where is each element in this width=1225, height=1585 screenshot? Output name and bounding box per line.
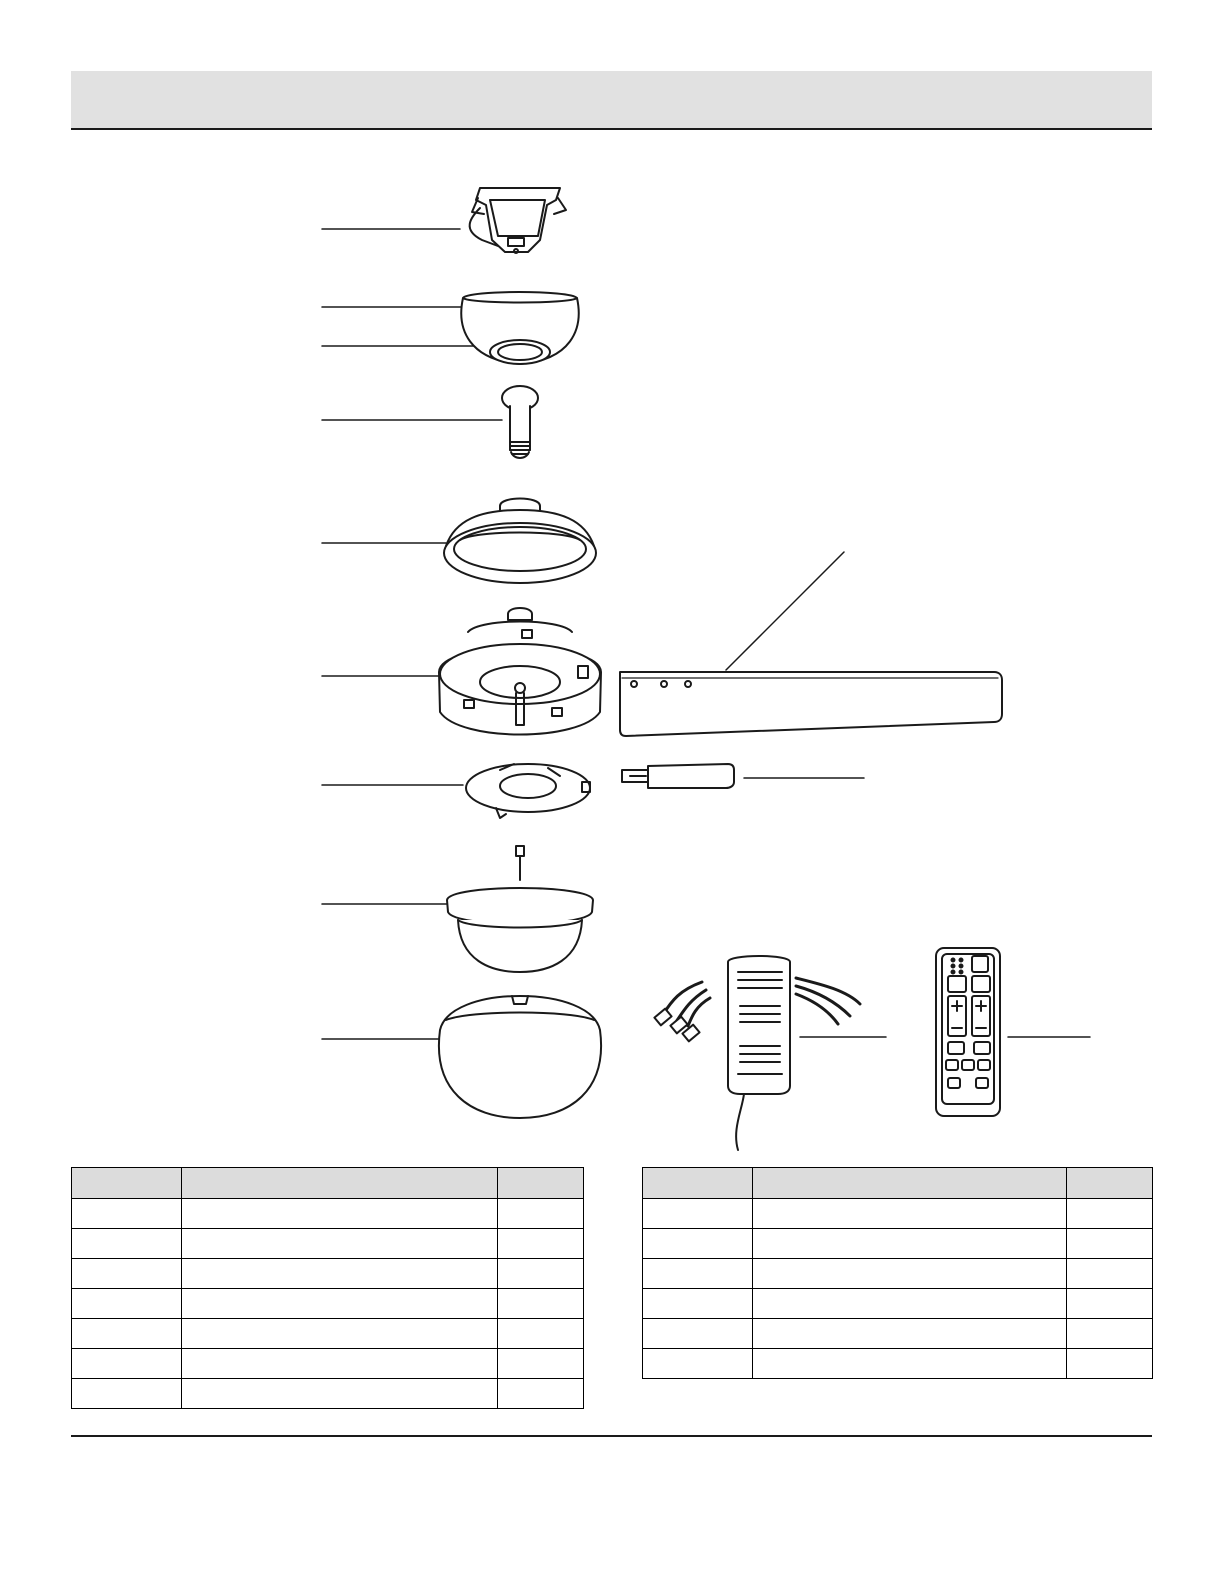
table-cell [72, 1229, 182, 1259]
table-cell [1067, 1349, 1153, 1379]
table-row [72, 1259, 584, 1289]
light-kit-icon [447, 846, 593, 972]
table-cell [753, 1259, 1067, 1289]
table-header-cell [643, 1168, 753, 1199]
table-row [72, 1229, 584, 1259]
table-row [643, 1349, 1153, 1379]
table-cell [643, 1319, 753, 1349]
table-cell [498, 1379, 584, 1409]
table-cell [72, 1259, 182, 1289]
table-cell [182, 1259, 498, 1289]
table-row [643, 1319, 1153, 1349]
table-row [643, 1289, 1153, 1319]
table-cell [643, 1229, 753, 1259]
glass-shade-icon [439, 996, 601, 1118]
table-cell [1067, 1229, 1153, 1259]
table-header-row [643, 1168, 1153, 1199]
table-cell [498, 1229, 584, 1259]
table-cell [643, 1259, 753, 1289]
downrod-icon [502, 386, 538, 458]
table-cell [753, 1229, 1067, 1259]
table-cell [498, 1319, 584, 1349]
table-cell [72, 1289, 182, 1319]
table-cell [182, 1349, 498, 1379]
canopy-icon [461, 292, 578, 364]
table-row [72, 1349, 584, 1379]
table-cell [182, 1199, 498, 1229]
table-cell [1067, 1199, 1153, 1229]
table-cell [72, 1349, 182, 1379]
table-cell [753, 1319, 1067, 1349]
table-cell [182, 1379, 498, 1409]
table-header-cell [182, 1168, 498, 1199]
fan-blade-icon [620, 552, 1002, 736]
table-cell [182, 1319, 498, 1349]
mounting-bracket-icon [470, 188, 566, 253]
parts-table-left [71, 1167, 584, 1409]
remote-control-icon [936, 948, 1090, 1116]
table-row [643, 1199, 1153, 1229]
table-cell [498, 1199, 584, 1229]
table-cell [182, 1289, 498, 1319]
table-cell [182, 1229, 498, 1259]
table-cell [498, 1289, 584, 1319]
table-cell [643, 1199, 753, 1229]
motor-housing-icon [439, 608, 601, 735]
table-cell [643, 1289, 753, 1319]
table-cell [72, 1379, 182, 1409]
table-cell [498, 1259, 584, 1289]
switch-housing-plate-icon [466, 764, 590, 818]
table-header-cell [72, 1168, 182, 1199]
table-cell [72, 1319, 182, 1349]
table-cell [72, 1199, 182, 1229]
table-row [643, 1229, 1153, 1259]
table-header-cell [1067, 1168, 1153, 1199]
receiver-icon [654, 956, 886, 1150]
table-header-cell [753, 1168, 1067, 1199]
table-header-cell [498, 1168, 584, 1199]
table-cell [753, 1199, 1067, 1229]
motor-collar-cover-icon [444, 499, 596, 584]
table-cell [643, 1349, 753, 1379]
table-row [72, 1199, 584, 1229]
table-cell [1067, 1319, 1153, 1349]
table-cell [1067, 1259, 1153, 1289]
table-cell [753, 1289, 1067, 1319]
table-row [72, 1319, 584, 1349]
table-row [643, 1259, 1153, 1289]
table-cell [753, 1349, 1067, 1379]
table-row [72, 1379, 584, 1409]
table-row [72, 1289, 584, 1319]
table-cell [498, 1349, 584, 1379]
table-header-row [72, 1168, 584, 1199]
parts-table-right [642, 1167, 1153, 1379]
blade-arm-icon [622, 764, 864, 788]
table-cell [1067, 1289, 1153, 1319]
footer-rule [71, 1435, 1152, 1437]
